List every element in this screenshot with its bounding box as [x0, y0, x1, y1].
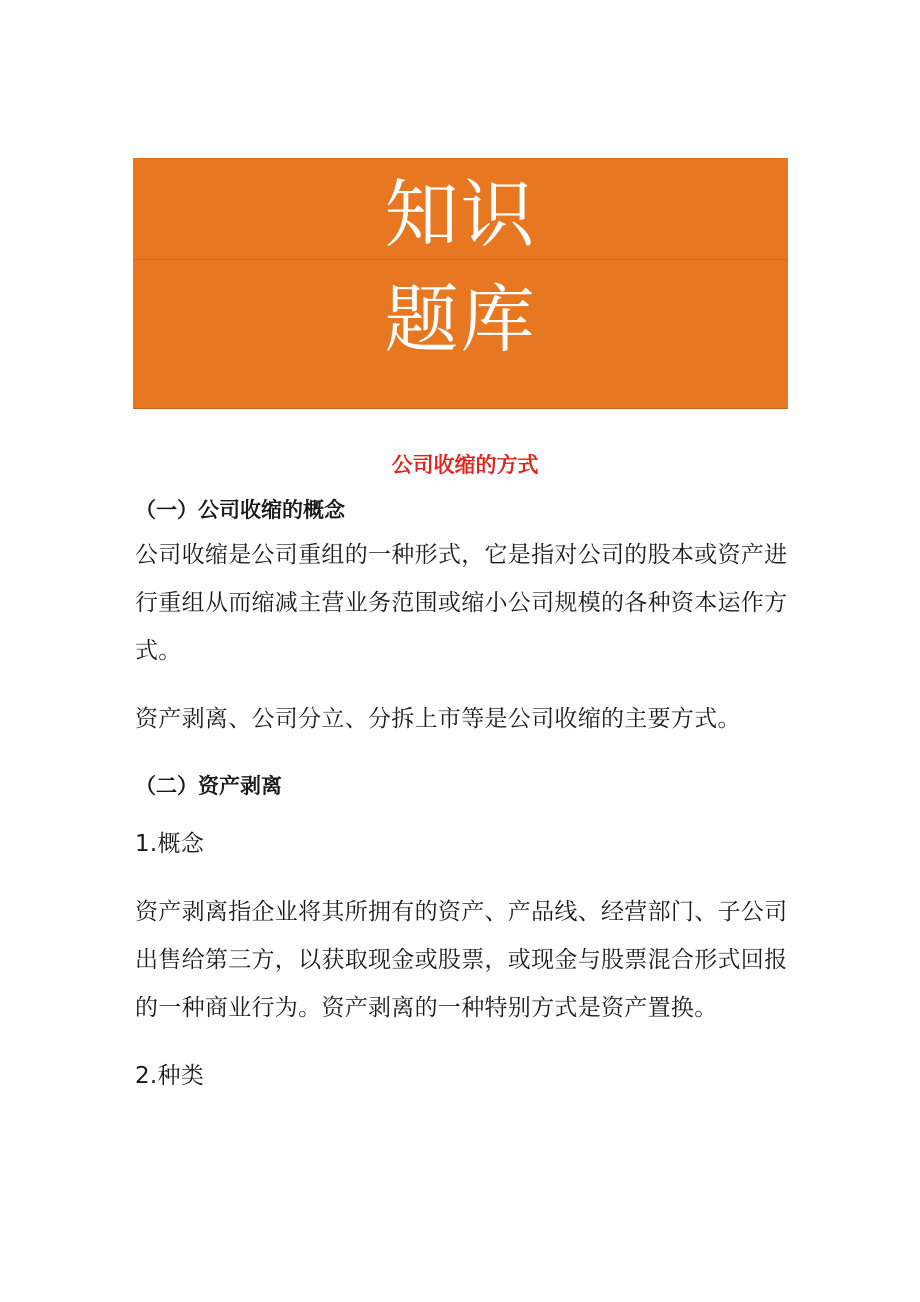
- paragraph-concept: 公司收缩是公司重组的一种形式，它是指对公司的股本或资产进行重组从而缩减主营业务范围或缩小公司规模的各种资本运作方式。: [135, 541, 788, 664]
- paragraph-divestiture-definition: 资产剥离指企业将其所拥有的资产、产品线、经营部门、子公司出售给第三方，以获取现金或股票，或现金与股票混合形式回报的一种商业行为。资产剥离的一种特别方式是资产置换。: [135, 898, 788, 1021]
- section-heading-asset-divestiture: （二）资产剥离: [135, 773, 282, 798]
- paragraph-main-methods: 资产剥离、公司分立、分拆上市等是公司收缩的主要方式。: [135, 705, 741, 732]
- item-heading-types: 2.种类: [135, 1062, 205, 1089]
- item-heading-concept: 1.概念: [135, 830, 205, 857]
- banner-divider: [133, 259, 788, 260]
- banner-line-1: 知识: [384, 172, 537, 258]
- article-title: 公司收缩的方式: [391, 453, 539, 477]
- article-body: [135, 452, 795, 1100]
- banner-line-2: 题库: [384, 277, 537, 363]
- title-banner: [133, 158, 788, 409]
- section-heading-concept: （一）公司收缩的概念: [135, 498, 345, 523]
